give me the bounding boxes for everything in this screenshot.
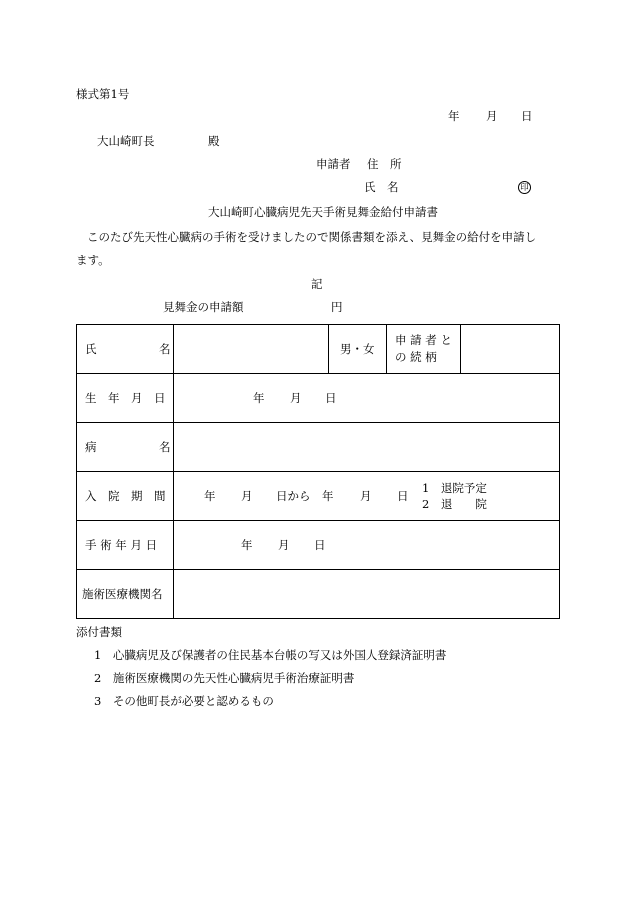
application-table bbox=[76, 324, 560, 619]
hospitalization-label: 入 院 期 間 bbox=[85, 489, 166, 503]
disease-value-cell[interactable] bbox=[174, 423, 560, 472]
hospitalization-label-cell bbox=[77, 472, 174, 521]
institution-label: 施術医療機関名 bbox=[82, 587, 163, 601]
relation-label-line-1: 申 請 者 と bbox=[395, 333, 452, 347]
institution-value-cell[interactable] bbox=[174, 570, 560, 619]
applicant-name-label: 氏 名 bbox=[364, 180, 399, 194]
surgery-day: 日 bbox=[314, 538, 326, 552]
relation-label-line-2: の 続 柄 bbox=[395, 350, 437, 364]
hosp-month-start: 月 bbox=[241, 489, 253, 503]
attachments-heading: 添付書類 bbox=[76, 625, 122, 639]
relation-value-cell[interactable] bbox=[461, 325, 560, 374]
applicant-label: 申請者 bbox=[316, 157, 351, 171]
birth-label: 生 年 月 日 bbox=[85, 391, 166, 405]
table-row-birth bbox=[77, 374, 560, 423]
table-row-disease bbox=[77, 423, 560, 472]
document-title: 大山崎町心臓病児先天手術見舞金給付申請書 bbox=[208, 205, 438, 219]
attachment-item-2: 2 施術医療機関の先天性心臓病児手術治療証明書 bbox=[94, 671, 355, 685]
relation-label-cell bbox=[387, 325, 461, 374]
hosp-day-from: 日から bbox=[276, 489, 311, 503]
body-text-line-1: このたび先天性心臓病の手術を受けましたので関係書類を添え、見舞金の給付を申請し bbox=[87, 230, 537, 244]
date-year: 年 bbox=[448, 109, 460, 123]
name-label-cell bbox=[77, 325, 174, 374]
table-row-name bbox=[77, 325, 560, 374]
birth-label-cell bbox=[77, 374, 174, 423]
hosp-year-end: 年 bbox=[322, 489, 334, 503]
disease-label-cell bbox=[77, 423, 174, 472]
amount-label: 見舞金の申請額 bbox=[163, 300, 244, 314]
birth-value-cell[interactable] bbox=[174, 374, 560, 423]
disease-label-char-2: 名 bbox=[159, 440, 171, 454]
hosp-year-start: 年 bbox=[204, 489, 216, 503]
table-row-surgery bbox=[77, 521, 560, 570]
name-label-char-1: 氏 bbox=[85, 342, 97, 356]
ki-notation: 記 bbox=[311, 277, 323, 291]
surgery-label-cell bbox=[77, 521, 174, 570]
hospitalization-value-cell[interactable] bbox=[174, 472, 560, 521]
institution-label-cell bbox=[77, 570, 174, 619]
date-day: 日 bbox=[521, 109, 533, 123]
table-row-institution bbox=[77, 570, 560, 619]
attachment-item-3: 3 その他町長が必要と認めるもの bbox=[94, 694, 274, 708]
disease-label-char-1: 病 bbox=[85, 440, 97, 454]
date-month: 月 bbox=[486, 109, 498, 123]
hosp-day-end: 日 bbox=[397, 489, 409, 503]
table-row-hospitalization bbox=[77, 472, 560, 521]
applicant-address-label: 住 所 bbox=[367, 157, 402, 171]
body-text-line-2: ます。 bbox=[76, 253, 110, 267]
discharge-option-planned: 1 退院予定 bbox=[422, 481, 487, 495]
surgery-value-cell[interactable] bbox=[174, 521, 560, 570]
birth-month: 月 bbox=[290, 391, 302, 405]
form-number: 様式第1号 bbox=[76, 87, 130, 101]
name-value-cell[interactable] bbox=[174, 325, 329, 374]
surgery-label: 手 術 年 月 日 bbox=[85, 538, 158, 552]
discharge-option-done: 2 退 院 bbox=[422, 497, 487, 511]
amount-unit: 円 bbox=[331, 300, 343, 314]
addressee-name: 大山崎町長 bbox=[97, 134, 155, 148]
hosp-month-end: 月 bbox=[360, 489, 372, 503]
surgery-year: 年 bbox=[241, 538, 253, 552]
seal-mark: 印 bbox=[518, 181, 531, 194]
addressee-honorific: 殿 bbox=[208, 134, 220, 148]
attachment-item-1: 1 心臓病児及び保護者の住民基本台帳の写又は外国人登録済証明書 bbox=[94, 648, 447, 662]
birth-day: 日 bbox=[325, 391, 337, 405]
birth-year: 年 bbox=[253, 391, 265, 405]
gender-options: 男・女 bbox=[340, 342, 375, 356]
name-label-char-2: 名 bbox=[159, 342, 171, 356]
surgery-month: 月 bbox=[278, 538, 290, 552]
gender-cell[interactable] bbox=[329, 325, 387, 374]
